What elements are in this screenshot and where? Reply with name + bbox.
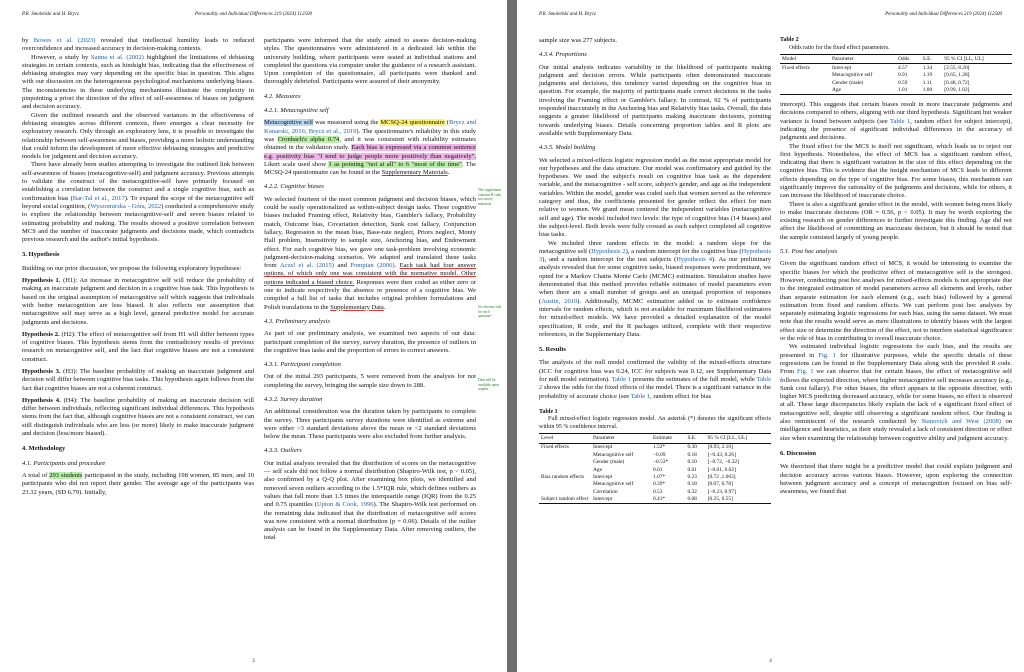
table-2 xyxy=(780,37,1012,95)
table-link[interactable]: Table 1 xyxy=(890,117,911,125)
text: Likert scale used show xyxy=(264,160,329,168)
paragraph xyxy=(264,196,476,312)
cross-reference-link[interactable]: Hypothesis 2 xyxy=(591,247,626,255)
text: Responses were then coded as either zero or one to indicate respectively the absence or presence of a cognitive bias. We compiled a full list of tasks that includes original problem formulations and Polish translations in the xyxy=(264,278,476,311)
table-cell: 0.53 xyxy=(653,488,663,495)
text: (H3): The baseline probability of making an inaccurate judgment and decision will differ between cognitive bias tasks. This hypothesis again follows from the fact that cognitive biases are not a coherent construct. xyxy=(22,367,254,392)
table-cell: 1.11 xyxy=(922,79,932,86)
table-row xyxy=(539,496,771,504)
paragraph xyxy=(780,343,1012,443)
text: participated in the study, including 198 women, 85 men, and 10 participants who did not report their gender. The average age of the participants was 23.32 years, (SD 6.79). Initially, xyxy=(22,471,254,496)
citation-link[interactable]: Aczel et al. (2015) xyxy=(279,262,334,270)
table-cell: 1.34 xyxy=(922,64,933,71)
text: ), and a random intercept for the test subjects ( xyxy=(542,256,677,264)
column-header: 95 % CI [LL, UL] xyxy=(942,55,1012,64)
text: , and it was consistent with reliability estimates obtained in the validation study. xyxy=(264,135,476,152)
table-cell xyxy=(539,488,591,495)
citation-link[interactable]: Sanna et al. (2002) xyxy=(91,53,144,61)
table-link[interactable]: Table 1 xyxy=(630,392,651,400)
table-cell xyxy=(539,481,591,488)
column-header: 95 % CI [LL, UL] xyxy=(706,434,771,443)
text: ). To expand the scope of the metacognitive self beyond social cognition, ( xyxy=(22,194,254,210)
column-header: Model xyxy=(780,55,830,64)
column-left xyxy=(539,37,771,510)
table-1 xyxy=(539,409,771,504)
citation-link[interactable]: Bar-Tal et al., 2017 xyxy=(72,194,125,202)
paragraph: Our initial analysis indicates variability in the likelihood of participants making judgment and decision errors. While participants often demonstrated inaccurate judgments and decisions, this tendency varied depending on the cognitive bias in question. For example, the majority of participants made correct decisions in the tasks involving the Framing effect or Gambler's fallacy. In contrast, 92 % of participants responded inaccurately in the Anchoring bias and Relativity bias tasks. Overall, the data suggests a greater likelihood of participants making inaccurate decisions, pointing towards underlying biases. Details concerning proportion tables and R plots are available with Supplementary Data. xyxy=(539,63,771,137)
highlight: Cronbach's alpha 0.74 xyxy=(277,135,340,143)
table-cell: Intercept xyxy=(593,444,613,451)
citation-link[interactable]: Austin, 2010 xyxy=(541,297,578,305)
text: However, a study by xyxy=(31,53,92,61)
table-cell: Age xyxy=(593,466,602,473)
text: The analysis of the null model confirmed the validity of the mixed-effects structure (ICC for cognitive bias was 0.24, ICC for subjects was 0.12, see Supplementary Data for null model estimation). xyxy=(539,359,771,383)
page-4 xyxy=(517,0,1024,672)
cross-reference-link[interactable]: Hypothesis 4 xyxy=(676,256,713,264)
section-heading: 4. Methodology xyxy=(22,445,66,453)
paragraph: Out of the initial 293 participants, 5 were removed from the analysis for not completing the survey, bringing the sample size down to 288. xyxy=(264,373,476,389)
page-number: 3 xyxy=(252,659,255,664)
table-cell: 0.32 xyxy=(687,488,697,495)
paragraph xyxy=(264,460,476,543)
highlight: Metacognitive self xyxy=(264,119,314,127)
subsection-heading: 4.2. Measures xyxy=(264,92,301,100)
table-cell: Intercept xyxy=(832,64,852,71)
table-cell: 0.59 xyxy=(898,79,908,86)
cross-reference-link[interactable]: Hypothesis 3 xyxy=(539,247,771,264)
table-cell xyxy=(539,451,591,458)
highlight: Each bias is expressed via a common sentence e.g. positivity bias "I tend to judge people more positively than negatively". xyxy=(264,144,476,160)
table-cell: Metacognitive self xyxy=(832,72,873,79)
paragraph xyxy=(539,359,771,400)
table-cell: 0.23 xyxy=(687,473,697,480)
text: ( xyxy=(444,119,449,127)
table-row xyxy=(780,72,1012,79)
text: on intelligence and heuristics, as their study revealed a lack of consistent direction or effect size when examining the relationship between cognitive ability and judgment accuracy. xyxy=(780,418,1012,442)
text: ). Additionally, MCMC estimation added us to estimate confidence intervals for random effects, which is not available for maximum likelihood estimators for mixed-effect models. We have provided a detailed explanation of the model specification, R code, and the R packages utilized, complete with their respective references, in the Supplementary Data. xyxy=(539,297,771,338)
subsection-heading: 4.3. Preliminary analysis xyxy=(264,317,330,325)
table-cell: 0.41* xyxy=(651,496,685,504)
table-cell: −0.09 xyxy=(653,451,666,458)
paragraph: The fixed effect for the MCS is itself not significant, which leads us to reject our first hypothesis. Nonetheless, the effect of MCS has a significant random effect, indicating that there is significant variation in the size of this effect depending on the cognitive bias. This is evidence that the insight mechanism of MCS leads to different effects depending on the type of cognitive bias. For some biases, this mechanism can significantly improve the rationality of the judgments and decisions, while for others, it can increase the likelihood of inaccurate choice. xyxy=(780,142,1012,200)
table-cell: 0.01 xyxy=(653,466,663,473)
table-row xyxy=(780,87,1012,95)
text: We included three random effects in the model: a random slope for the metacognitive self ( xyxy=(539,239,771,255)
table-row xyxy=(539,451,771,458)
table-cell xyxy=(780,79,830,86)
margin-comment[interactable]: Data will be available upon request xyxy=(478,378,500,392)
table-cell: 1.07* xyxy=(653,473,666,480)
table-cell: [0.72 ,1.063] xyxy=(707,473,736,480)
text: . xyxy=(383,303,386,311)
table-cell: [0.65, 1.28] xyxy=(944,72,970,79)
table-cell: Metacognitive self xyxy=(593,481,634,488)
underlined-text: Supplementary Materials xyxy=(381,169,448,177)
table-cell: 4.57 xyxy=(898,64,908,71)
table-header-row xyxy=(539,434,771,443)
table-caption: Full mixed-effect logistic regression model. An asterisk (*) denotes the significant effects within 95 % confidence interval. xyxy=(539,416,771,430)
table-cell: 1.19 xyxy=(922,72,933,79)
table-label xyxy=(780,37,1012,45)
column-header: S.E. xyxy=(685,434,705,443)
hypothesis-4 xyxy=(22,397,254,438)
table-cell xyxy=(539,466,591,473)
table-cell: 1.00 xyxy=(921,87,943,95)
paragraph: There is also a significant gender effect in the model, with women being more likely to make inaccurate decisions (OR = 0.56, p < 0.05). It may be worth exploring the existing research on gender differences to further investigate this finding. Age did not affect the likelihood of committing an inaccurate decision, but it should be noted that the sample consisted largely of young people. xyxy=(780,200,1012,241)
table-link[interactable]: Table 2 xyxy=(539,375,772,392)
margin-comment[interactable]: No obvious rule for each question? xyxy=(478,305,502,319)
text: A total of xyxy=(22,471,50,479)
running-header xyxy=(539,12,1002,22)
highlight: 1 as pointing "not at all" to 6 "most of the time" xyxy=(328,160,462,168)
table-cell: Intercept xyxy=(591,496,651,504)
table-caption: Odds ratio for the fixed effect parameters. xyxy=(789,44,890,51)
text: Our initial analysis revealed that the distribution of scores on the metacognitive — self scale did not follow a normal distribution (Shapiro-Wilk test, p < 0.05), also confirmed by a Q-Q plot. After examining box plots, we identified and removed seven outliers according to the 1.5*IQR rule, which defines outliers as values that fall more than 1.5 times the interquartile range (IQR) from the 0.25 and 0.75 quantiles ( xyxy=(264,459,476,509)
subsection-heading: 4.2.2. Cognitive biases xyxy=(264,183,324,191)
table-cell: 0.39* xyxy=(653,481,666,488)
text: We selected fourteen of the most common judgment and decision biases, which could be easily operationalized as within-subject design tasks. These cognitive biases included Framing effect, Relativity bias, Gambler's fallacy, Probability match, Outcome bias, Covariation detection, Sunk cost fallacy, Conjunction fallacy, Regression to the mean bias, Base-rate neglect, Priors neglect, Monty Hall problem, Insensitivity to sample size, Anchoring bias, and Endowment effect. For each cognitive bias, we gave one task-problem involving economic judgment-decision-making scenarios. We adapted and translated these tasks from xyxy=(264,195,476,270)
column-right xyxy=(264,37,476,543)
hypothesis-1 xyxy=(22,277,254,327)
text: . xyxy=(447,169,450,177)
text: we can observe that for certain biases, the effect of metacognitive self follows the expected direction, where higher metacognitive self increases accuracy (e.g., Sunk cost fallacy). For other biases, the effect appears in the opposite direction, with higher MCS predicting decreased accuracy, while for some biases, no effect is observed at all. These large discrepancies likely explain the lack of a significant fixed effect of metacognitive self, despite still observing a significant random effect. Our finding is also reminiscent of the research conducted by xyxy=(780,368,1013,426)
table-row xyxy=(539,473,771,480)
text: (H1): An increase in metacognitive self will reduce the probability of making an inaccurate judgment and decision in a cognitive bias task. This hypothesis is based on the original assumption of metacognitive self which suggests that individuals with better metacognition are less biased. It also reflects our assumption that metacognitive self may serve as a high level, general predictive model for accurate judgments and decisions. xyxy=(22,277,254,326)
column-header: Odds xyxy=(896,55,921,64)
paragraph xyxy=(539,240,771,340)
hypothesis-label: Hypothesis 1. xyxy=(22,277,61,285)
subsection-heading: 4.3.5. Model building xyxy=(539,144,596,152)
running-header xyxy=(22,12,485,22)
table-cell xyxy=(780,87,830,95)
header-authors: P.R. Smoleński and H. Brycz xyxy=(539,12,596,17)
paragraph: by Bowes et al. (2023) revealed that intellectual humility leads to reduced overconfidence and increased accuracy in decision-making contexts. xyxy=(22,37,255,53)
subsection-heading: 4.1. Participants and procedure xyxy=(22,459,106,467)
paragraph: participants were informed that the study aimed to assess decision-making styles. The questionnaires were administered in a dedicated lab within the university building, where participants were seated at individual stations and completed the questions via computer under the guidance of a research assistant. Upon completion of the questionnaire, all participants were thanked and thoroughly debriefed. Participants were assured of their anonymity. xyxy=(264,37,476,86)
table-cell: [0.93, 2.10] xyxy=(707,444,733,451)
table-row xyxy=(539,466,771,473)
header-journal: Personality and Individual Differences 219 (2024) 112500 xyxy=(885,12,1002,17)
citation-link[interactable]: Brycz and Konarski, 2016; Brycz et al., 2019 xyxy=(264,119,476,135)
figure-link[interactable]: Fig. 1 xyxy=(818,351,837,359)
paragraph: We selected a mixed-effects logistic regression model as the most appropriate model for our hypotheses and the data structure. Our model was confirmatory and guided by the hypotheses. We used the subject's result on cognitive bias task as the dependent variable, and the metacognitive - self score, subject's gender, and age as the independent variables. Within the model, gender was coded such that women served as the reference category and thus, the coefficients presented for gender reflect the effect for men relative to women. We grand mean centered the independent variables (metacognitive self and age). The model included two levels: the type of cognitive bias (14 biases) and the subject-level. Both levels were fully crossed as each subject completed all cognitive bias tasks. xyxy=(539,156,771,239)
text: (H2): The effect of metacognitive self from H1 will differ between types of cognitive biases. This hypothesis stems from the contradictory results of previous research on metacognitive self, and the fact that cognitive biases are not a consistent construct. xyxy=(22,330,254,363)
subsection-heading: 4.2.1. Metacognitive self xyxy=(264,107,329,115)
table-cell: [0.07, 0.78] xyxy=(707,481,733,488)
table-link[interactable]: Table 1 xyxy=(611,375,632,383)
highlight: 293 students xyxy=(49,471,83,479)
table-row xyxy=(539,459,771,466)
column-header: Parameter xyxy=(591,434,651,443)
table-cell: Correlation xyxy=(593,488,618,495)
text: ). As our preliminary analysis revealed that for some cognitive tasks, biased responses were predominant, we opted for a Markov Chains Monte Carlo (MCMC) estimation. Simulation studies have demonstrated that this method provides reliable estimates of model parameters even when there are a small number of groups and an unequal proportion of responses ( xyxy=(539,256,771,305)
subsection-heading: 4.3.2. Survey duration xyxy=(264,395,323,403)
table-row xyxy=(539,443,771,451)
text: for illustrative purposes, while the specific details of these regressions can be found in the Supplementary Data along with the provided R code. From xyxy=(780,351,1013,376)
table-cell: Gender (male) xyxy=(832,79,864,86)
header-authors: P.R. Smoleński and H. Brycz xyxy=(22,12,79,17)
table-cell: 0.30 xyxy=(687,444,697,451)
subsection-heading: 4.3.4. Proportions xyxy=(539,51,587,59)
column-right xyxy=(780,37,1012,496)
citation-link[interactable]: Upton & Cook, 1996 xyxy=(316,501,374,509)
text: ), a random intercept for the cognitive bias ( xyxy=(625,247,742,255)
header-journal: Personality and Individual Differences 219 (2024) 112500 xyxy=(195,12,312,17)
paragraph: As part of our preliminary analysis, we examined two aspects of our data: participant completion of the survey, survey duration, the presence of outliers in the cognitive bias tasks and the proportion of errors to correct answers. xyxy=(264,330,476,354)
table-cell: 0.18 xyxy=(687,451,697,458)
table-row xyxy=(539,488,771,495)
citation-link[interactable]: Stanovich and West (2008) xyxy=(921,418,1001,426)
subsection-heading: 4.3.1. Participant completion xyxy=(264,361,341,369)
text: (H4): The baseline probability of making an inaccurate decision will differ between individuals, reflecting significant individual differences. This hypothesis stems from the fact that, although cognitive biases are not a consistent construct, we can still distinguish individuals who are less (or more) likely to make inaccurate judgment and decision (less/more biased). xyxy=(22,396,254,438)
column-header: Estimate xyxy=(651,434,685,443)
text: There have already been studies attempting to investigate the outlined link between self-awareness of biases (metacognitive-self) and judgment accuracy. Previous attempts to validate the construct of the metacognitive-self have primarily focused on establishing a correlation between the construct and a single cognitive bias, such as confirmation bias ( xyxy=(22,161,254,202)
section-heading: 6. Discussion xyxy=(780,449,817,457)
table-2-grid xyxy=(780,54,1012,95)
text: , random effect for subject intercept), indicating the presence of significant individual differences in the accuracy of judgments and decisions. xyxy=(780,117,1012,142)
text: . The MCSQ-24 questionnaire can be found in the xyxy=(264,160,476,177)
table-cell: [0.99, 1.02] xyxy=(942,87,1012,95)
text: was measured using the xyxy=(313,119,381,127)
section-heading: 3. Hypothesis xyxy=(22,251,60,259)
table-cell xyxy=(780,72,830,79)
table-cell: [−0.01, 0.02] xyxy=(707,466,736,473)
section-heading: 5. Results xyxy=(539,346,566,354)
text: and xyxy=(334,262,351,270)
paragraph xyxy=(22,472,254,497)
text: , random effect for bias xyxy=(650,392,712,400)
table-cell: Age xyxy=(830,87,896,95)
table-cell: Fixed effects xyxy=(541,444,569,451)
paragraph xyxy=(22,54,254,112)
hypothesis-2 xyxy=(22,331,254,364)
text: . xyxy=(394,262,400,270)
text: We estimated individual logistic regressions for each bias, and the results are presented in xyxy=(780,343,1012,359)
paragraph xyxy=(780,101,1012,142)
table-header-row xyxy=(780,55,1012,64)
table-cell: Metacognitive self xyxy=(593,451,634,458)
page-number: 4 xyxy=(769,659,772,664)
text: highlighted the limitations of debiasing strategies in certain contexts, such as hindsight bias, indicating that the effectiveness of debiasing strategies may vary depending on the specific bias in question. This aligns with our discussion on the heterogeneous psychological mechanisms underlying biases. The inconsistencies in these underlying mechanisms illustrate the complexity in pinpointing a priori the direction of the effect of self-awareness of biases on judgment and decision accuracy. xyxy=(22,53,254,111)
paragraph xyxy=(22,161,254,244)
underlined-text: Each task had four answer options, of which only one was consistent with the normative model. Other options indicated a biased choice. xyxy=(264,262,476,286)
page-3 xyxy=(0,0,507,672)
table-cell xyxy=(539,459,591,466)
hypothesis-label: Hypothesis 4. xyxy=(22,396,61,404)
margin-comment[interactable]: The supplement contains R code, not survey materials xyxy=(478,188,502,206)
figure-link[interactable]: Fig. 1 xyxy=(797,368,814,376)
hypothesis-label: Hypothesis 2. xyxy=(22,330,60,338)
subsection-heading: 4.3.3. Outliers xyxy=(264,447,302,455)
table-cell: 0.01 xyxy=(687,466,697,473)
table-cell: [2.55, 8.20] xyxy=(944,64,970,71)
text: ). The questionnaire's reliability in this study was xyxy=(264,127,476,143)
paragraph: Given the significant random effect of MCS, it would be interesting to examine the specific biases for which the predictive effect of metacognitive self is the strongest. However, conducting post hoc analyses for mixed-effects models is not appropriate due to the integrated estimation of model parameters across all elements and levels, rather than separate estimation for each element (e.g., each bias) followed by a general estimation from fixed and random effects. We can perform post hoc analyses by separately estimating logistic regressions for each bias, using the same dataset. We must note that the results would serve as mere illustrations to identify biases with the largest effect size or determine the direction of the effect, not to interfere statistical significance or the role of bias in contributing to overall inaccurate choice. xyxy=(780,260,1012,343)
table-cell: [0.25, 0.55] xyxy=(706,496,771,504)
table-row xyxy=(780,79,1012,86)
table-cell: 1.01 xyxy=(896,87,921,95)
paragraph: Building on our prior discussion, we propose the following exploratory hypotheses: xyxy=(22,264,242,272)
paragraph: We theorized that there might be a predictive model that could explain judgment and decision accuracy across various biases. However, upon exploring the connection between judgment accuracy and a concept of metacognition focused on bias self-awareness, we found that xyxy=(780,463,1012,496)
hypothesis-3 xyxy=(22,368,254,393)
paragraph: sample size was 277 subjects. xyxy=(539,37,618,44)
paragraph xyxy=(264,119,476,177)
column-header: S.E. xyxy=(921,55,943,64)
table-cell: 0.10 xyxy=(687,459,697,466)
highlight: MCSQ-24 questionnaire xyxy=(380,119,445,127)
table-cell: 0.91 xyxy=(898,72,908,79)
column-header: Level xyxy=(539,434,591,443)
table-cell: [−0.43, 0.26] xyxy=(707,451,736,458)
table-cell: [0.48, 0.72] xyxy=(944,79,970,86)
hypothesis-label: Hypothesis 3. xyxy=(22,367,61,375)
table-title: Table 1 xyxy=(539,408,558,415)
table-1-grid xyxy=(539,433,771,504)
text: revealed that intellectual humility leads to reduced overconfidence and increased accuracy in decision-making contexts. xyxy=(22,37,255,53)
text: intercept). This suggests that certain biases result in more inaccurate judgments and decisions compared to others, aligning with our third hypothesis. Significant but weaker variance is found between subjects (see xyxy=(780,101,1012,125)
column-header: Parameter xyxy=(830,55,896,64)
table-title: Table 2 xyxy=(780,37,799,43)
table-cell: 1.52* xyxy=(653,444,666,451)
text: ) conducted a comprehensive study to explore the relationship between metacognitive-self and seven biases related to estimating probability and making. The results showed a positive correlation between MCS and the number of inaccurate judgments and decisions made, which contradicts previous research and the author's initial hypothesis. xyxy=(22,202,255,244)
underlined-text: Supplementary Data xyxy=(330,303,384,311)
table-row xyxy=(780,64,1012,72)
table-cell: [−0.23, 0.97] xyxy=(707,488,736,495)
paragraph: An additional consideration was the duration taken by participants to complete the survey. Three participants survey durations were identified as extreme and were either >3 standard deviations above the mean or <2 standard deviations below the mean. These participants were also excluded from further analysis. xyxy=(264,408,476,441)
table-cell: Subject random effect xyxy=(539,496,591,504)
table-cell: [−0.72, −0.32] xyxy=(707,459,739,466)
citation-link[interactable]: Pompian (2006) xyxy=(350,262,395,270)
table-cell: Bias random effects xyxy=(541,473,585,480)
table-row xyxy=(539,481,771,488)
table-cell: Fixed effects xyxy=(782,64,810,71)
text: presents the estimates of the full model, while xyxy=(631,375,757,383)
subsection-heading: 5.1. Post hoc analysis xyxy=(780,248,838,256)
table-cell: Gender (male) xyxy=(593,459,625,466)
text: shows the odds for the fixed effects of the model. There is a significant variance in the probability of accurate choice (see xyxy=(539,384,771,400)
text: ). The Shapiro-Wilk test performed on the remaining data indicated that the distribution of metacognitive self scores was now consistent with a normal distribution (p = 0.06). Details of the outlier analysis can be found in the Supplementary Data. After removing outliers, the total xyxy=(264,501,476,542)
table-cell: Intercept xyxy=(593,473,613,480)
table-cell: −0.53* xyxy=(653,459,669,466)
column-left xyxy=(22,37,254,497)
citation-link[interactable]: Wyszomirska - Góra, 2022 xyxy=(90,202,162,210)
paragraph: Given the outlined research and the observed variances in the effectiveness of debiasing strategies across different contexts, there emerges a clear necessity for exploratory research. Only through an exploratory lens, it is possible to investigate the relationship between self-awareness and biases, providing a more holistic understanding that could inform the development of more effective debiasing strategies and predictive models for judgment and decision accuracy. xyxy=(22,111,254,161)
citation-link[interactable]: Bowes et al. (2023) xyxy=(33,37,96,44)
table-cell: 0.08 xyxy=(685,496,705,504)
table-cell: 0.18 xyxy=(687,481,697,488)
